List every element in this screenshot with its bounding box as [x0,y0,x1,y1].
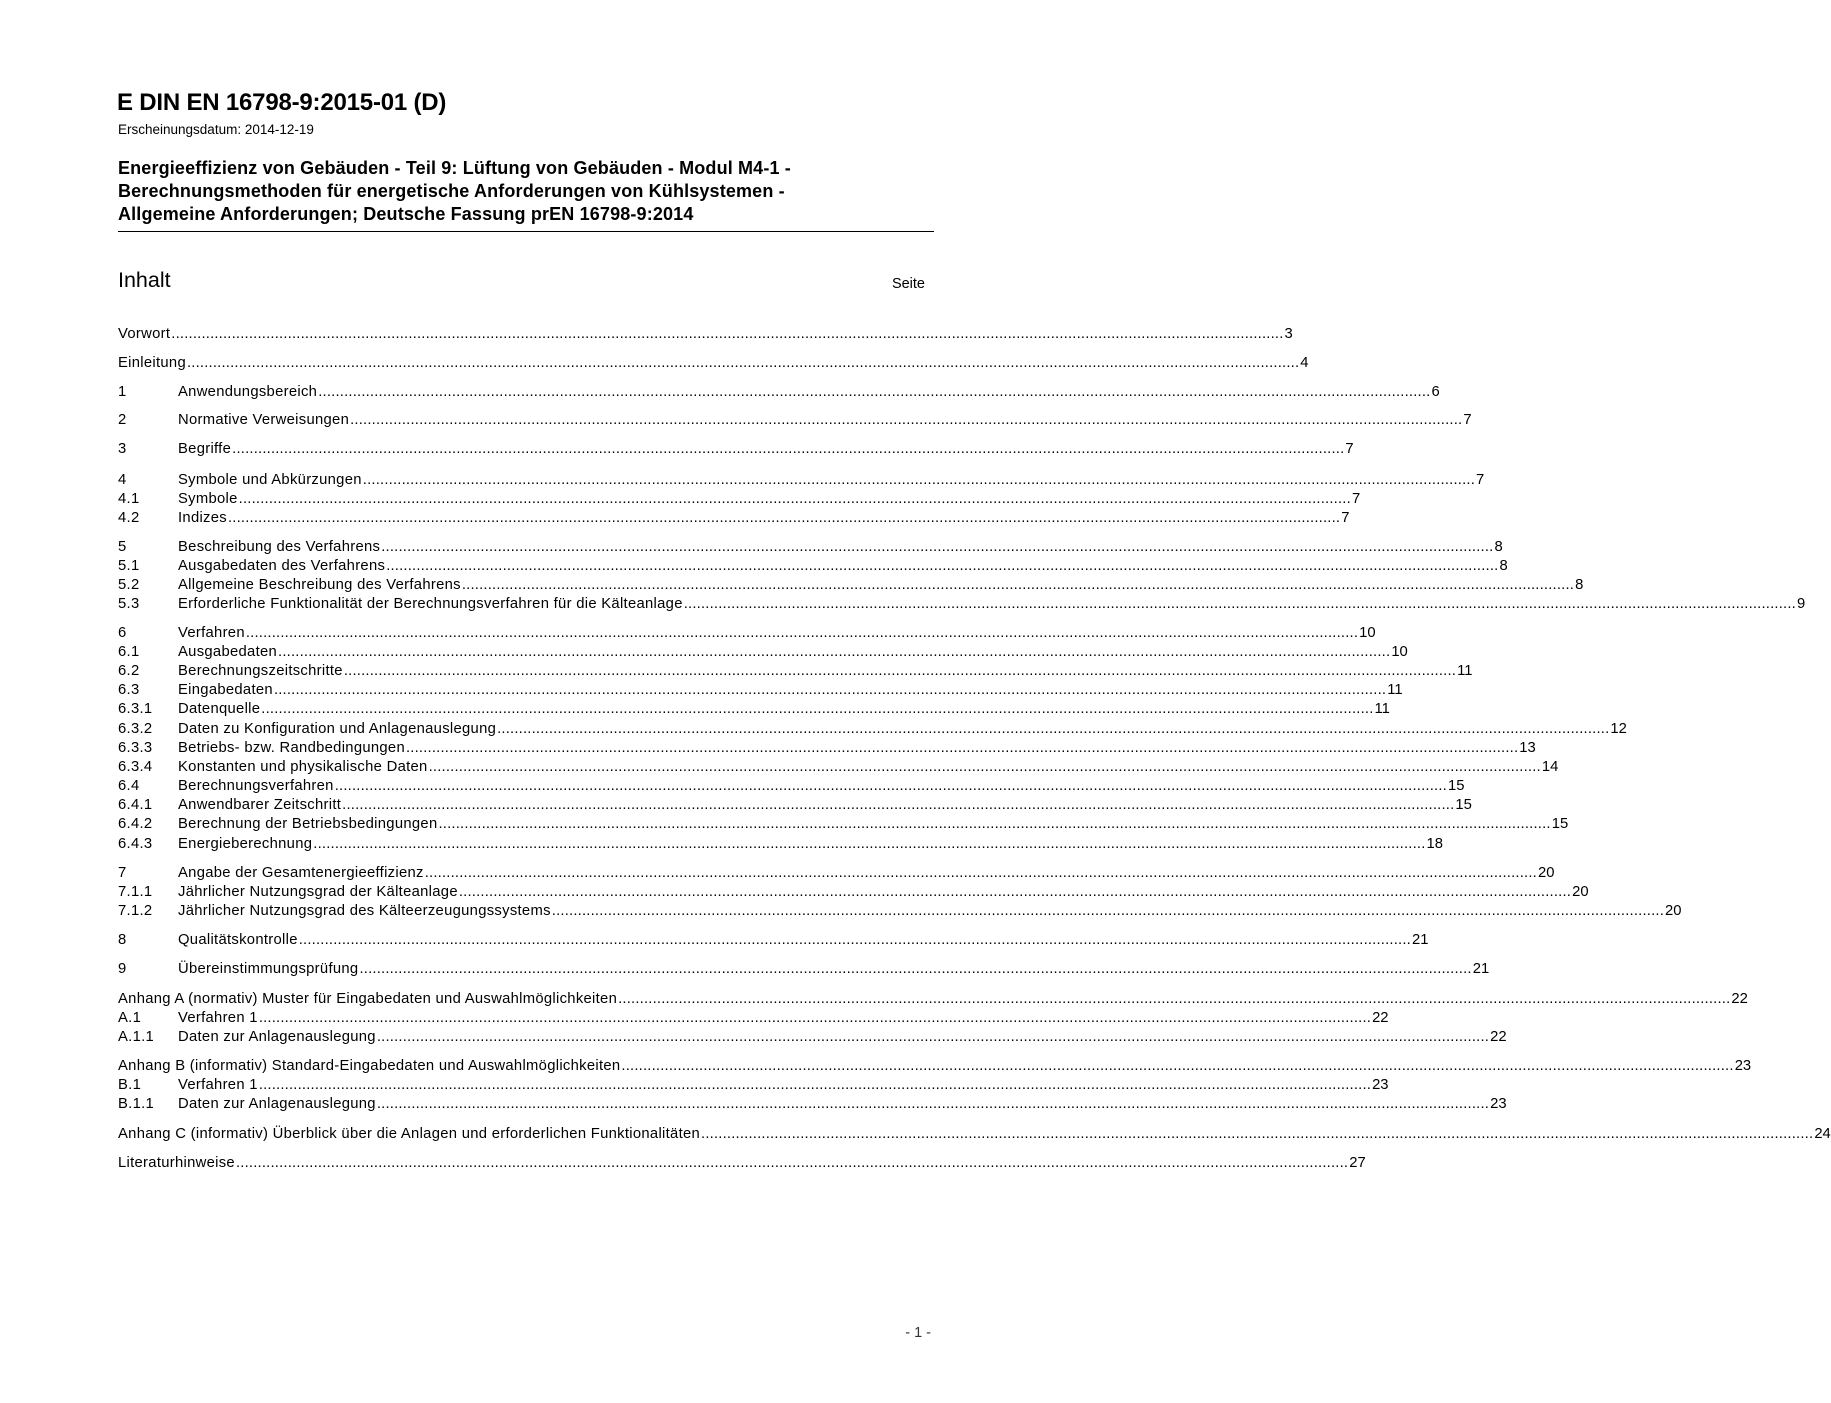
toc-entry-title: Anwendungsbereich [178,384,318,400]
toc-entry-number: 5 [118,539,127,555]
toc-entry-number: 7.1.1 [118,884,153,900]
toc-entry-page: 10 [1359,625,1376,641]
toc-entry-page: 6 [1431,384,1440,400]
toc-entry-title: Allgemeine Beschreibung des Verfahrens [178,577,461,593]
toc-leader-dots [236,1154,1348,1173]
toc-entry-page: 23 [1734,1058,1752,1074]
toc-entry[interactable] [118,557,1508,576]
toc-entry[interactable] [118,990,1748,1009]
toc-entry-number: 8 [118,932,127,948]
toc-entry-title: Normative Verweisungen [178,412,350,428]
document-id: E DIN EN 16798-9:2015-01 (D) [117,89,447,116]
toc-leader-dots [246,624,1358,643]
toc-entry-page: 12 [1610,721,1627,737]
toc-entry-number: 6.4.1 [118,797,153,813]
toc-entry-number: 4 [118,472,127,488]
toc-entry-title: Berechnungszeitschritte [178,663,343,679]
toc-entry-number: 9 [118,961,127,977]
toc-heading: Inhalt [118,268,171,292]
toc-entry-number: 5.2 [118,577,140,593]
toc-entry[interactable] [118,1154,1366,1173]
toc-entry-title: Anwendbarer Zeitschritt [178,797,342,813]
toc-entry-number: 4.1 [118,491,140,507]
document-title-line: Energieeffizienz von Gebäuden - Teil 9: Lüftung von Gebäuden - Modul M4-1 - [118,158,791,178]
toc-entry-title: Daten zu Konfiguration und Anlagenauslegung [178,721,497,737]
toc-entry[interactable] [118,354,1309,373]
toc-entry[interactable] [118,440,1354,459]
toc-entry[interactable] [118,777,1465,796]
toc-leader-dots [228,509,1340,528]
toc-entry-page: 7 [1476,472,1485,488]
toc-entry-page: 23 [1490,1096,1507,1112]
toc-entry-title: Eingabedaten [178,682,273,698]
toc-entry[interactable] [118,490,1361,509]
toc-entry-page: 22 [1731,991,1748,1007]
toc-entry-number: 6.2 [118,663,140,679]
toc-entry[interactable] [118,931,1429,950]
toc-leader-dots [552,902,1664,921]
toc-entry-number: A.1 [118,1010,142,1026]
toc-entry-page: 11 [1387,682,1403,698]
toc-entry-page: 9 [1797,596,1806,612]
toc-leader-dots [497,720,1609,739]
toc-leader-dots [335,777,1447,796]
toc-leader-dots [459,883,1571,902]
toc-leader-dots [259,1009,1371,1028]
toc-leader-dots [381,538,1493,557]
toc-entry-title: Beschreibung des Verfahrens [178,539,381,555]
toc-entry-page: 11 [1457,663,1473,679]
toc-entry[interactable] [118,681,1403,700]
toc-leader-dots [318,383,1430,402]
toc-leader-dots [274,681,1386,700]
toc-entry-title: Indizes [178,510,227,526]
toc-entry-number: A.1.1 [118,1029,155,1045]
toc-entry-page: 22 [1490,1029,1507,1045]
toc-entry-page: 4 [1300,355,1309,371]
toc-entry-page: 21 [1472,961,1490,977]
toc-entry-page: 7 [1463,412,1472,428]
toc-entry-title: Übereinstimmungsprüfung [178,961,359,977]
toc-entry[interactable] [118,864,1555,883]
toc-entry[interactable] [118,643,1408,662]
toc-leader-dots [299,931,1411,950]
toc-entry-number: 1 [118,384,127,400]
toc-leader-dots [232,440,1344,459]
toc-leader-dots [406,739,1518,758]
toc-entry-page: 23 [1372,1077,1389,1093]
toc-entry-page: 27 [1349,1155,1366,1171]
toc-entry-page: 8 [1494,539,1503,555]
toc-entry[interactable] [118,960,1490,979]
toc-leader-dots [359,960,1471,979]
toc-leader-dots [363,471,1475,490]
toc-entry[interactable] [118,538,1503,557]
toc-entry[interactable] [118,1057,1752,1076]
toc-entry-number: 6.3.4 [118,759,153,775]
toc-entry[interactable] [118,383,1440,402]
toc-entry-page: 15 [1447,778,1465,794]
toc-entry[interactable] [118,325,1293,344]
toc-leader-dots [377,1095,1489,1114]
toc-entry-number: 2 [118,412,127,428]
toc-leader-dots [313,835,1425,854]
toc-leader-dots [239,490,1351,509]
toc-entry-title: Erforderliche Funktionalität der Berechnungsverfahren für die Kälteanlage [178,596,683,612]
toc-entry-page: 18 [1426,836,1443,852]
toc-entry-title: Jährlicher Nutzungsgrad der Kälteanlage [178,884,458,900]
toc-entry[interactable] [118,662,1473,681]
toc-entry[interactable] [118,902,1682,921]
toc-entry-number: 6.3.1 [118,701,153,717]
toc-entry[interactable] [118,883,1589,902]
toc-entry-page: 7 [1341,510,1350,526]
toc-entry[interactable] [118,1095,1507,1114]
toc-entry-page: 15 [1455,797,1472,813]
toc-entry-number: 6.4.3 [118,836,153,852]
toc-entry-title: Datenquelle [178,701,261,717]
toc-entry-number: 3 [118,441,127,457]
toc-entry[interactable] [118,595,1806,614]
toc-entry-number: 6.3.2 [118,721,153,737]
toc-leader-dots [278,643,1390,662]
toc-entry-number: 5.1 [118,558,140,574]
toc-entry-number: 6 [118,625,127,641]
toc-entry-title: Ausgabedaten [178,644,278,660]
toc-entry-title: Berechnungsverfahren [178,778,334,794]
toc-leader-dots [259,1076,1371,1095]
toc-leader-dots [438,815,1550,834]
toc-leader-dots [462,576,1574,595]
toc-leader-dots [386,557,1498,576]
toc-entry-title: Qualitätskontrolle [178,932,298,948]
toc-leader-dots [187,354,1299,373]
toc-entry-title: Symbole und Abkürzungen [178,472,362,488]
toc-entry-title: Verfahren [178,625,245,641]
toc-entry-page: 7 [1345,441,1354,457]
toc-entry-title: Anhang B (informativ) Standard-Eingabedaten und Auswahlmöglichkeiten [118,1058,621,1074]
toc-entry-title: Energieberechnung [178,836,313,852]
toc-page-column-heading: Seite [891,276,925,292]
toc-entry-page: 8 [1575,577,1584,593]
toc-entry-number: 7.1.2 [118,903,153,919]
toc-entry-page: 24 [1814,1126,1831,1142]
toc-entry-number: B.1.1 [118,1096,155,1112]
toc-entry-title: Daten zur Anlagenauslegung [178,1096,376,1112]
toc-entry-page: 13 [1519,740,1536,756]
toc-entry-title: Angabe der Gesamtenergieeffizienz [178,865,424,881]
toc-entry-number: 4.2 [118,510,140,526]
toc-entry-title: Verfahren 1 [178,1077,258,1093]
toc-entry-number: 6.3.3 [118,740,153,756]
toc-entry-title: Begriffe [178,441,232,457]
toc-entry-title: Verfahren 1 [178,1010,258,1026]
toc-entry-title: Anhang C (informativ) Überblick über die Anlagen und erforderlichen Funktionalitäten [118,1126,701,1142]
toc-entry-title: Jährlicher Nutzungsgrad des Kälteerzeugungssystems [178,903,551,919]
toc-entry[interactable] [118,700,1390,719]
toc-leader-dots [621,1057,1733,1076]
toc-entry-title: Anhang A (normativ) Muster für Eingabedaten und Auswahlmöglichkeiten [118,991,618,1007]
toc-leader-dots [618,990,1730,1009]
toc-leader-dots [342,796,1454,815]
toc-leader-dots [425,864,1537,883]
toc-entry[interactable] [118,796,1472,815]
toc-leader-dots [171,325,1283,344]
toc-entry-title: Einleitung [118,355,186,371]
toc-entry-number: B.1 [118,1077,142,1093]
toc-entry[interactable] [118,1028,1507,1047]
toc-leader-dots [377,1028,1489,1047]
toc-entry[interactable] [118,509,1350,528]
document-title [118,157,934,232]
toc-entry-title: Symbole [178,491,238,507]
toc-entry[interactable] [118,1076,1389,1095]
toc-entry-page: 7 [1351,491,1361,507]
toc-entry[interactable] [118,720,1627,739]
toc-entry-number: 7 [118,865,127,881]
toc-entry-page: 11 [1374,701,1390,717]
toc-entry-page: 14 [1541,759,1559,775]
document-title-line: Berechnungsmethoden für energetische Anforderungen von Kühlsystemen - [118,181,785,201]
toc-entry[interactable] [118,739,1536,758]
toc-entry-page: 20 [1572,884,1589,900]
toc-entry-page: 15 [1551,816,1569,832]
toc-leader-dots [344,662,1456,681]
toc-entry-title: Betriebs- bzw. Randbedingungen [178,740,405,756]
toc-entry[interactable] [118,835,1443,854]
toc-entry-title: Berechnung der Betriebsbedingungen [178,816,438,832]
toc-entry[interactable] [118,758,1559,777]
toc-entry-page: 8 [1499,558,1508,574]
toc-leader-dots [261,700,1373,719]
toc-entry-number: 5.3 [118,596,140,612]
toc-entry[interactable] [118,471,1485,490]
toc-entry-page: 3 [1284,326,1293,342]
page-number: - 1 - [905,1325,931,1341]
toc-entry-number: 6.1 [118,644,140,660]
toc-entry-number: 6.4.2 [118,816,153,832]
toc-entry[interactable] [118,815,1569,834]
document-title-line: Allgemeine Anforderungen; Deutsche Fassung prEN 16798-9:2014 [118,204,694,224]
toc-entry-title: Vorwort [118,326,171,342]
toc-entry[interactable] [118,411,1472,430]
toc-entry-title: Konstanten und physikalische Daten [178,759,428,775]
toc-entry-page: 22 [1372,1010,1389,1026]
publication-date: Erscheinungsdatum: 2014-12-19 [118,122,314,137]
toc-entry-page: 10 [1391,644,1408,660]
toc-entry-page: 21 [1412,932,1429,948]
toc-leader-dots [701,1125,1813,1144]
toc-leader-dots [350,411,1462,430]
toc-entry-title: Literaturhinweise [118,1155,235,1171]
toc-entry-page: 20 [1665,903,1682,919]
toc-entry[interactable] [118,1125,1831,1144]
toc-leader-dots [684,595,1796,614]
toc-leader-dots [429,758,1541,777]
toc-entry[interactable] [118,624,1376,643]
toc-entry-title: Daten zur Anlagenauslegung [178,1029,376,1045]
toc-entry[interactable] [118,576,1584,595]
toc-entry-number: 6.4 [118,778,140,794]
toc-entry[interactable] [118,1009,1389,1028]
toc-entry-page: 20 [1537,865,1555,881]
toc-entry-number: 6.3 [118,682,140,698]
toc-entry-title: Ausgabedaten des Verfahrens [178,558,386,574]
